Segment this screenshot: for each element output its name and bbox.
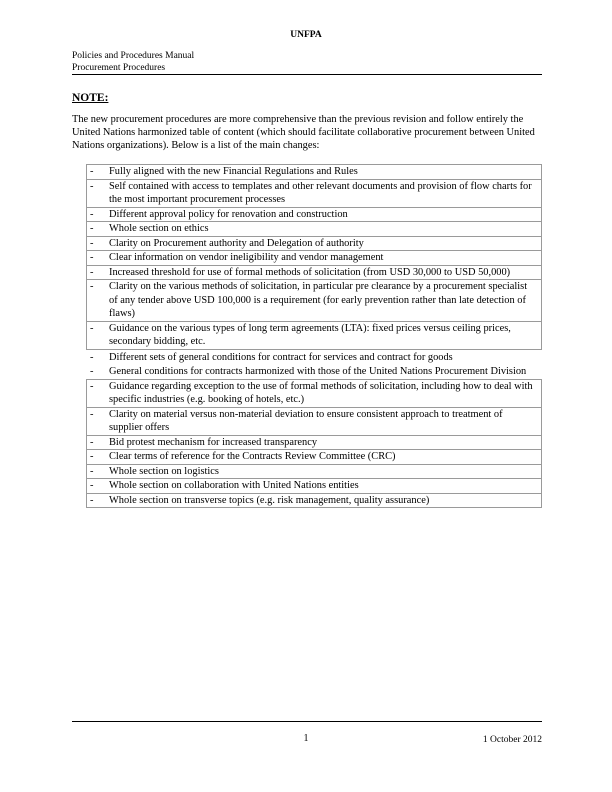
list-item-text: Different approval policy for renovation and construction bbox=[109, 208, 348, 220]
header-divider bbox=[72, 74, 542, 75]
list-item bbox=[86, 164, 542, 179]
dash-bullet: - bbox=[90, 281, 94, 292]
dash-bullet: - bbox=[90, 465, 94, 477]
manual-title: Policies and Procedures Manual bbox=[72, 51, 195, 61]
dash-bullet: - bbox=[90, 480, 94, 491]
footer-divider bbox=[72, 721, 542, 722]
footer-date: 1 October 2012 bbox=[482, 735, 542, 745]
list-item-text: Clarity on the various methods of solicitation, in particular pre clearance by a procurement specialist of any tender above USD 100,000 is a requirement (for early prevention rather than late detection of flaws) bbox=[109, 281, 528, 319]
list-item-text: Clear information on vendor ineligibility and vendor management bbox=[109, 252, 384, 263]
list-item bbox=[86, 250, 542, 265]
dash-bullet: - bbox=[90, 351, 94, 363]
changes-list bbox=[86, 164, 542, 508]
list-item bbox=[86, 478, 542, 493]
list-item-text: Guidance on the various types of long term agreements (LTA): fixed prices versus ceiling prices, secondary bidding, etc. bbox=[109, 322, 511, 347]
list-item bbox=[86, 279, 542, 321]
note-heading: NOTE: bbox=[72, 92, 109, 104]
list-item-text: Guidance regarding exception to the use of formal methods of solicitation, including how to deal with specific industries (e.g. booking of hotels, etc.) bbox=[109, 380, 533, 405]
list-item-text: Whole section on transverse topics (e.g. risk management, quality assurance) bbox=[109, 494, 430, 506]
dash-bullet: - bbox=[90, 408, 94, 420]
list-item bbox=[86, 493, 542, 509]
list-item bbox=[86, 364, 542, 379]
list-item-text: Whole section on logistics bbox=[109, 465, 219, 477]
list-item bbox=[86, 435, 542, 450]
dash-bullet: - bbox=[90, 451, 94, 462]
list-item bbox=[86, 221, 542, 236]
dash-bullet: - bbox=[90, 208, 94, 220]
dash-bullet: - bbox=[90, 366, 94, 377]
section-title: Procurement Procedures bbox=[72, 63, 166, 73]
list-item bbox=[86, 379, 542, 407]
list-item-text: Increased threshold for use of formal methods of solicitation (from USD 30,000 to USD 50,000) bbox=[109, 266, 511, 278]
dash-bullet: - bbox=[90, 166, 94, 177]
list-item-text: General conditions for contracts harmonized with those of the United Nations Procurement Division bbox=[109, 366, 527, 377]
list-item bbox=[86, 464, 542, 479]
list-item-text: Clarity on Procurement authority and Delegation of authority bbox=[109, 237, 364, 249]
list-item bbox=[86, 207, 542, 222]
list-item-text: Whole section on ethics bbox=[109, 223, 209, 234]
dash-bullet: - bbox=[90, 180, 94, 192]
list-item-text: Different sets of general conditions for contract for services and contract for goods bbox=[109, 351, 453, 363]
dash-bullet: - bbox=[90, 494, 94, 506]
list-item-text: Clarity on material versus non-material deviation to ensure consistent approach to treatment of supplier offers bbox=[109, 408, 503, 433]
list-item-text: Clear terms of reference for the Contracts Review Committee (CRC) bbox=[109, 451, 396, 462]
dash-bullet: - bbox=[90, 223, 94, 234]
list-item-text: Whole section on collaboration with United Nations entities bbox=[109, 480, 359, 491]
list-item bbox=[86, 449, 542, 464]
list-item bbox=[86, 236, 542, 251]
list-item bbox=[86, 265, 542, 280]
dash-bullet: - bbox=[90, 237, 94, 249]
dash-bullet: - bbox=[90, 436, 94, 448]
dash-bullet: - bbox=[90, 380, 94, 392]
dash-bullet: - bbox=[90, 266, 94, 278]
list-item bbox=[86, 179, 542, 207]
list-item-text: Bid protest mechanism for increased transparency bbox=[109, 436, 318, 448]
document-header-org: UNFPA bbox=[290, 30, 322, 40]
list-item bbox=[86, 350, 542, 365]
list-item bbox=[86, 321, 542, 350]
list-item-text: Self contained with access to templates and other relevant documents and provision of flow charts for the most important procurement processes bbox=[109, 180, 532, 205]
dash-bullet: - bbox=[90, 322, 94, 334]
note-intro: The new procurement procedures are more comprehensive than the previous revision and follow entirely the United Nations harmonized table of content (which should facilitate collaborative procurement between United Nations organizations). Below is a list of the main changes: bbox=[72, 114, 535, 151]
dash-bullet: - bbox=[90, 252, 94, 263]
list-item-text: Fully aligned with the new Financial Regulations and Rules bbox=[109, 166, 358, 177]
page-number: 1 bbox=[303, 733, 309, 744]
list-item bbox=[86, 407, 542, 435]
document-header-block bbox=[72, 50, 194, 74]
